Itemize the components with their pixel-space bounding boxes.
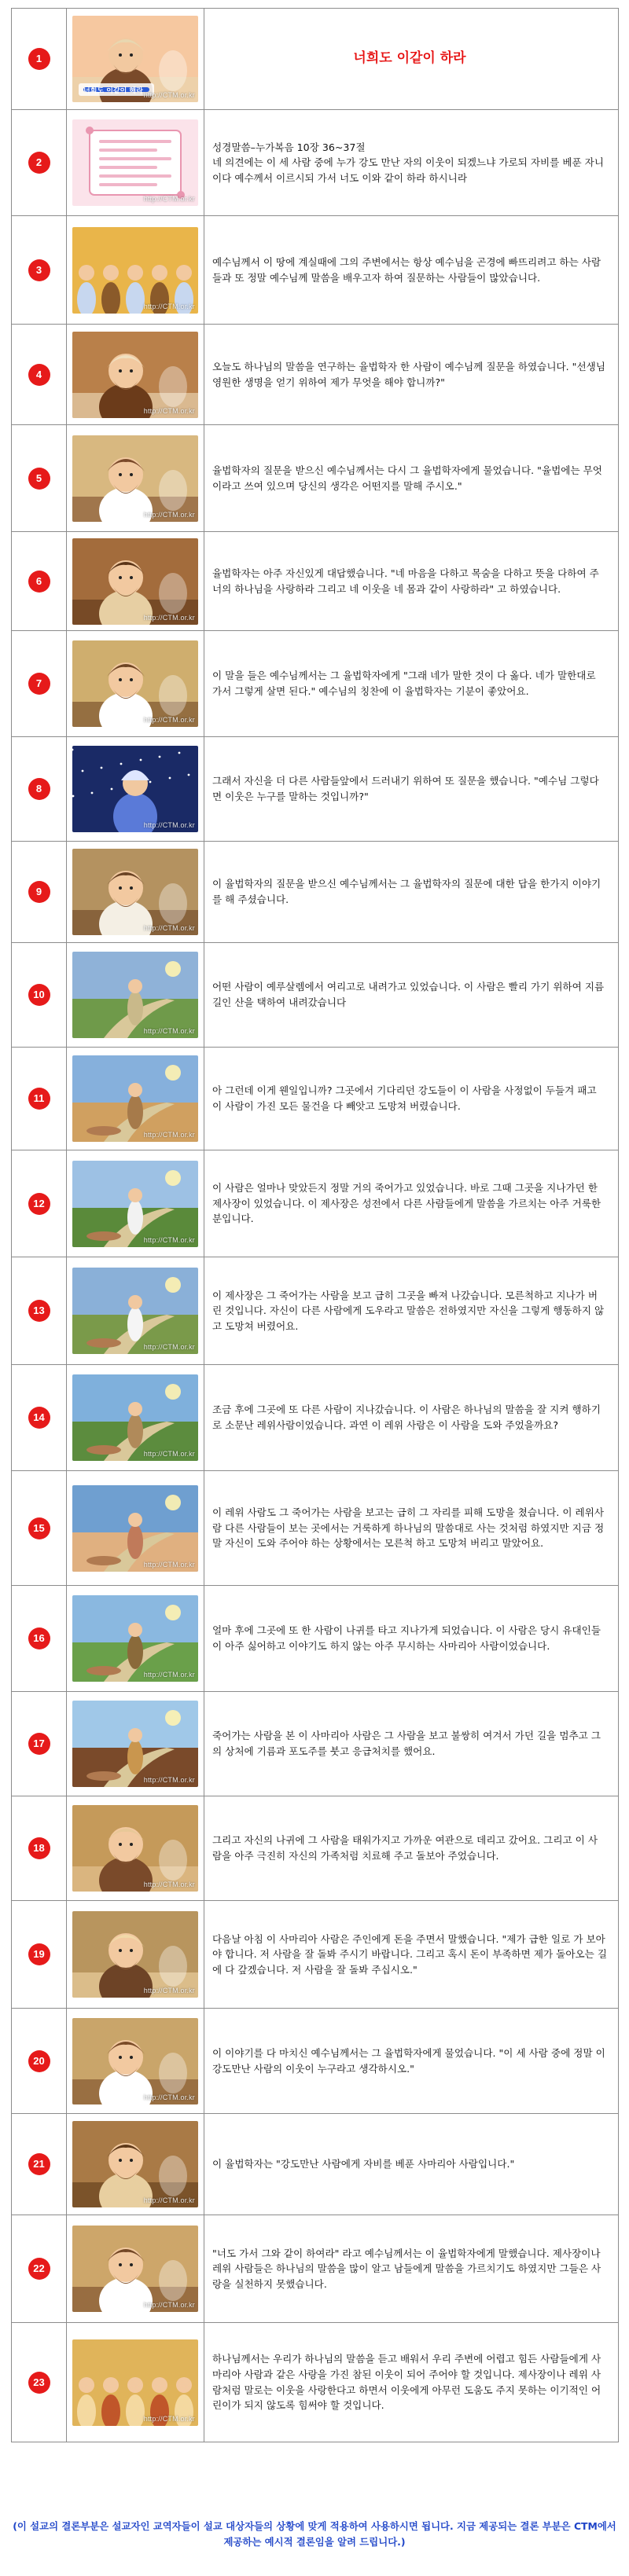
story-text-cell [204, 1150, 619, 1257]
story-row [12, 1692, 619, 1796]
illustration-cell [67, 1365, 204, 1471]
illustration-cell [67, 943, 204, 1048]
row-number-badge: 8 [28, 778, 50, 800]
illustration-cell [67, 216, 204, 325]
row-number-cell [12, 1586, 67, 1692]
story-text-cell [204, 110, 619, 216]
watermark: http://CTM.or.kr [143, 1131, 195, 1139]
story-row [12, 1586, 619, 1692]
row-number-cell [12, 2114, 67, 2215]
story-row [12, 216, 619, 325]
banner-text: 너희도 이같이 해라 [83, 87, 143, 95]
watermark: http://CTM.or.kr [143, 1881, 195, 1888]
scene-illustration [72, 16, 198, 102]
story-row [12, 110, 619, 216]
illustration-cell [67, 1471, 204, 1586]
scene-illustration [72, 1055, 198, 1142]
story-text-cell [204, 631, 619, 737]
story-row [12, 737, 619, 842]
story-text: 이 사람은 얼마나 맞았든지 정말 거의 죽어가고 있었습니다. 바로 그때 그곳을 지나가던 한 제사장이 있었습니다. 이 제사장은 성전에서 다른 사람들에게 말씀을 가르치는 아주 거룩한 분입니다. [212, 1182, 601, 1225]
story-row [12, 2215, 619, 2323]
illustration-cell [67, 1796, 204, 1901]
story-text-cell [204, 842, 619, 943]
story-row [12, 532, 619, 631]
story-row [12, 1048, 619, 1150]
story-row [12, 1365, 619, 1471]
watermark: http://CTM.or.kr [143, 91, 195, 99]
watermark: http://CTM.or.kr [143, 2196, 195, 2204]
row-number-badge: 14 [28, 1407, 50, 1429]
illustration-cell [67, 1692, 204, 1796]
row-number-cell [12, 425, 67, 532]
row-number-badge: 4 [28, 364, 50, 386]
scene-illustration [72, 746, 198, 832]
illustration-cell [67, 2114, 204, 2215]
row-number-cell [12, 2009, 67, 2114]
story-row [12, 943, 619, 1048]
scene-illustration [72, 1701, 198, 1787]
illustration-cell [67, 2323, 204, 2442]
story-text: 아 그런데 이게 웬일입니까? 그곳에서 기다리던 강도들이 이 사람을 사정없이 두들겨 패고 이 사람이 가진 모든 물건을 다 빼앗고 도망쳐 버렸습니다. [212, 1084, 597, 1112]
story-text-cell [204, 2323, 619, 2442]
scene-illustration [72, 119, 198, 206]
scene-illustration [72, 1161, 198, 1247]
row-number-badge: 19 [28, 1943, 50, 1965]
story-text-cell [204, 1048, 619, 1150]
story-text: 이 율법학자는 "강도만난 사람에게 자비를 베푼 사마리아 사람입니다." [212, 2158, 515, 2171]
row-number-badge: 13 [28, 1300, 50, 1322]
watermark: http://CTM.or.kr [143, 2093, 195, 2101]
page-title: 너희도 이같이 하라 [353, 50, 466, 67]
story-row [12, 425, 619, 532]
story-row [12, 2323, 619, 2442]
row-number-cell [12, 110, 67, 216]
row-number-cell [12, 9, 67, 110]
scene-illustration [72, 2339, 198, 2426]
story-text: 하나님께서는 우리가 하나님의 말씀을 듣고 배워서 우리 주변에 어렵고 힘든 사람들에게 사마리아 사람과 같은 사랑을 가진 참된 이웃이 되어 주어야 할 것입니다. 제사장이나 레위 사람처럼 말로는 이웃을 사랑한다고 하면서 이웃에게 아무런 도움도 주지 못하는 이기적인 어린이가 되지 않도록 힘써야 할 것입니다. [212, 2353, 601, 2412]
story-row [12, 325, 619, 425]
story-text: 오늘도 하나님의 말씀을 연구하는 율법학자 한 사람이 예수님께 질문을 하였습니다. "선생님 영원한 생명을 얻기 위하여 제가 무엇을 해야 합니까?" [212, 360, 605, 388]
row-number-badge: 21 [28, 2153, 50, 2175]
watermark: http://CTM.or.kr [143, 302, 195, 310]
row-number-cell [12, 532, 67, 631]
row-number-cell [12, 2323, 67, 2442]
story-text: "너도 가서 그와 같이 하여라" 라고 예수님께서는 이 율법학자에게 말했습니다. 제사장이나 레위 사람들은 하나님의 말씀을 많이 알고 남들에게 말씀을 가르치기도 하였지만 그들은 사랑을 실천하지 못했습니다. [212, 2247, 601, 2290]
story-row [12, 842, 619, 943]
story-row [12, 9, 619, 110]
row-number-cell [12, 325, 67, 425]
row-number-cell [12, 1796, 67, 1901]
scene-illustration [72, 332, 198, 418]
story-row [12, 1471, 619, 1586]
story-text-cell [204, 1901, 619, 2009]
story-text: 율법학자의 질문을 받으신 예수님께서는 다시 그 율법학자에게 물었습니다. "율법에는 무엇이라고 쓰여 있으며 당신의 생각은 어떤지를 말해 주시오." [212, 464, 602, 492]
scene-illustration [72, 1485, 198, 1572]
story-text: 이 제사장은 그 죽어가는 사람을 보고 급히 그곳을 빠져 나갔습니다. 모른척하고 지나가 버린 것입니다. 자신이 다른 사람에게 도우라고 말씀은 전하였지만 자신을 그렇게 행동하지 않고 도망쳐 버렸어요. [212, 1289, 605, 1332]
watermark: http://CTM.or.kr [143, 1450, 195, 1458]
story-text-cell [204, 9, 619, 110]
story-text: 얼마 후에 그곳에 또 한 사람이 나귀를 타고 지나가게 되었습니다. 이 사람은 당시 유대인들이 아주 싫어하고 이야기도 하지 않는 아주 무시하는 사마리아 사람이었습니다. [212, 1624, 601, 1652]
story-row [12, 1901, 619, 2009]
scene-illustration [72, 640, 198, 727]
scene-illustration [72, 227, 198, 314]
row-number-badge: 1 [28, 48, 50, 70]
illustration-cell [67, 2009, 204, 2114]
watermark: http://CTM.or.kr [143, 716, 195, 724]
row-number-cell [12, 216, 67, 325]
story-row [12, 631, 619, 737]
watermark: http://CTM.or.kr [143, 1343, 195, 1351]
watermark: http://CTM.or.kr [143, 1027, 195, 1035]
story-text: 다음날 아침 이 사마리아 사람은 주인에게 돈을 주면서 말했습니다. "제가 급한 일로 가 보아야 합니다. 저 사람을 잘 돌봐 주시기 바랍니다. 그리고 혹시 돈이 부족하면 제가 돌아오는 길에 다 갚겠습니다. 저 사람을 잘 돌봐 주십시오." [212, 1932, 608, 1976]
scene-illustration [72, 2226, 198, 2312]
footer-note: (이 설교의 결론부분은 설교자인 교역자들이 설교 대상자들의 상황에 맞게 적용하여 사용하시면 됩니다. 지금 제공되는 결론 부분은 CTM에서 제공하는 예시적 결론임을 알려 드립니다.) [13, 2520, 616, 2548]
story-text: 이 율법학자의 질문을 받으신 예수님께서는 그 율법학자의 질문에 대한 답을 한가지 이야기를 해 주셨습니다. [212, 878, 601, 905]
row-number-badge: 6 [28, 571, 50, 593]
row-number-cell [12, 1471, 67, 1586]
story-text-cell [204, 1365, 619, 1471]
watermark: http://CTM.or.kr [143, 2301, 195, 2309]
watermark: http://CTM.or.kr [143, 613, 195, 622]
row-number-badge: 16 [28, 1627, 50, 1649]
watermark: http://CTM.or.kr [143, 1987, 195, 1994]
story-text: 그래서 자신을 더 다른 사람들앞에서 드러내기 위하여 또 질문을 했습니다. "예수님 그렇다면 이웃은 누구를 말하는 것입니까?" [212, 775, 599, 802]
story-text-cell [204, 2215, 619, 2323]
scene-illustration [72, 2018, 198, 2104]
row-number-badge: 10 [28, 984, 50, 1006]
illustration-cell [67, 110, 204, 216]
story-text: 이 말을 들은 예수님께서는 그 율법학자에게 "그래 네가 말한 것이 다 옳다. 네가 말한대로 가서 그렇게 살면 된다." 예수님의 칭찬에 이 율법학자는 기분이 좋았어요. [212, 670, 596, 697]
watermark: http://CTM.or.kr [143, 924, 195, 932]
illustration-cell [67, 425, 204, 532]
illustration-cell [67, 737, 204, 842]
watermark: http://CTM.or.kr [143, 406, 195, 415]
watermark: http://CTM.or.kr [143, 1776, 195, 1784]
row-number-badge: 17 [28, 1733, 50, 1755]
story-text: 율법학자는 아주 자신있게 대답했습니다. "네 마음을 다하고 목숨을 다하고 뜻을 다하여 주 너의 하나님을 사랑하라 그리고 네 이웃을 네 몸과 같이 사랑하라" 고 하였습니다. [212, 567, 599, 595]
story-text-cell [204, 2114, 619, 2215]
illustration-cell [67, 532, 204, 631]
story-row [12, 1796, 619, 1901]
row-number-cell [12, 1692, 67, 1796]
scene-illustration [72, 952, 198, 1038]
row-number-cell [12, 631, 67, 737]
row-number-cell [12, 1048, 67, 1150]
scene-illustration [72, 1805, 198, 1892]
row-number-badge: 18 [28, 1837, 50, 1859]
row-number-badge: 9 [28, 881, 50, 903]
row-number-cell [12, 1365, 67, 1471]
story-text-cell [204, 1471, 619, 1586]
watermark: http://CTM.or.kr [143, 1671, 195, 1679]
scene-illustration [72, 849, 198, 935]
story-text: 어떤 사람이 예루살렘에서 여리고로 내려가고 있었습니다. 이 사람은 빨리 가기 위하여 지름길인 산을 택하여 내려갔습니다 [212, 981, 605, 1008]
story-text: 성경말씀–누가복음 10장 36~37절 네 의견에는 이 세 사람 중에 누가 강도 만난 자의 이웃이 되겠느냐 가로되 자비를 베푼 자니이다 예수께서 이르시되 가서 너도 이와 같이 하라 하시니라 [212, 141, 605, 184]
story-text-cell [204, 1692, 619, 1796]
story-row [12, 2009, 619, 2114]
row-number-cell [12, 2215, 67, 2323]
watermark: http://CTM.or.kr [143, 821, 195, 829]
story-table [11, 8, 619, 2442]
story-text-cell [204, 2009, 619, 2114]
story-text-cell [204, 1257, 619, 1365]
scene-illustration [72, 538, 198, 625]
illustration-cell [67, 1901, 204, 2009]
watermark: http://CTM.or.kr [143, 2414, 195, 2423]
watermark: http://CTM.or.kr [143, 510, 195, 519]
story-row [12, 1257, 619, 1365]
story-text-cell [204, 425, 619, 532]
row-number-cell [12, 1150, 67, 1257]
illustration-cell [67, 1150, 204, 1257]
story-row [12, 1150, 619, 1257]
story-text-cell [204, 1796, 619, 1901]
row-number-badge: 23 [28, 2372, 50, 2394]
story-text-cell [204, 325, 619, 425]
row-number-badge: 15 [28, 1517, 50, 1539]
row-number-badge: 11 [28, 1088, 50, 1110]
illustration-cell [67, 842, 204, 943]
row-number-cell [12, 943, 67, 1048]
scene-illustration [72, 435, 198, 522]
story-text: 조금 후에 그곳에 또 다른 사람이 지나갔습니다. 이 사람은 하나님의 말씀을 잘 지켜 행하기로 소문난 레위사람이었습니다. 과연 이 레위 사람은 이 사람을 도와 주었을까요? [212, 1404, 601, 1431]
row-number-badge: 20 [28, 2050, 50, 2072]
story-text: 그리고 자신의 나귀에 그 사람을 태워가지고 가까운 여관으로 데리고 갔어요. 그리고 이 사람을 아주 극진히 자신의 가족처럼 치료해 주고 돌보아 주었습니다. [212, 1834, 598, 1862]
scene-illustration [72, 1911, 198, 1998]
story-text: 죽어가는 사람을 본 이 사마리아 사람은 그 사람을 보고 불쌍히 여겨서 가던 길을 멈추고 그의 상처에 기름과 포도주를 붓고 응급처치를 했어요. [212, 1730, 601, 1757]
row-number-badge: 3 [28, 259, 50, 281]
illustration-cell [67, 9, 204, 110]
row-number-badge: 7 [28, 673, 50, 695]
row-number-badge: 2 [28, 152, 50, 174]
illustration-cell [67, 631, 204, 737]
scene-illustration [72, 1268, 198, 1354]
row-number-cell [12, 842, 67, 943]
scene-illustration [72, 2121, 198, 2207]
story-text-cell [204, 1586, 619, 1692]
row-number-cell [12, 737, 67, 842]
watermark: http://CTM.or.kr [143, 195, 195, 203]
story-text-cell [204, 943, 619, 1048]
row-number-badge: 5 [28, 468, 50, 490]
story-text: 예수님께서 이 땅에 계실때에 그의 주변에서는 항상 예수님을 곤경에 빠뜨리려고 하는 사람들과 또 정말 예수님께 말씀을 배우고자 하여 질문하는 사람들이 많았습니다. [212, 255, 601, 284]
row-number-badge: 22 [28, 2258, 50, 2280]
watermark: http://CTM.or.kr [143, 1560, 195, 1569]
story-row [12, 2114, 619, 2215]
illustration-cell [67, 1257, 204, 1365]
row-number-badge: 12 [28, 1193, 50, 1215]
watermark: http://CTM.or.kr [143, 1235, 195, 1244]
illustration-cell [67, 1048, 204, 1150]
row-number-cell [12, 1257, 67, 1365]
illustration-cell [67, 2215, 204, 2323]
scene-illustration [72, 1374, 198, 1461]
illustration-cell [67, 1586, 204, 1692]
story-text-cell [204, 532, 619, 631]
story-text: 이 레위 사람도 그 죽어가는 사람을 보고는 급히 그 자리를 피해 도망을 쳤습니다. 이 레위사람 다른 사람들이 보는 곳에서는 거룩하게 하나님의 말씀대로 사는 것처럼 하였지만 지금 정말 자신이 도와 주어야 하는 상황에서는 모른척 하고 도망쳐 버리고 말았어요. [212, 1506, 605, 1550]
row-number-cell [12, 1901, 67, 2009]
illustration-cell [67, 325, 204, 425]
story-text: 이 이야기를 다 마치신 예수님께서는 그 율법학자에게 물었습니다. "이 세 사람 중에 정말 이 강도만난 사람의 이웃이 누구라고 생각하시오." [212, 2046, 605, 2075]
story-text-cell [204, 737, 619, 842]
story-text-cell [204, 216, 619, 325]
scene-illustration [72, 1595, 198, 1682]
